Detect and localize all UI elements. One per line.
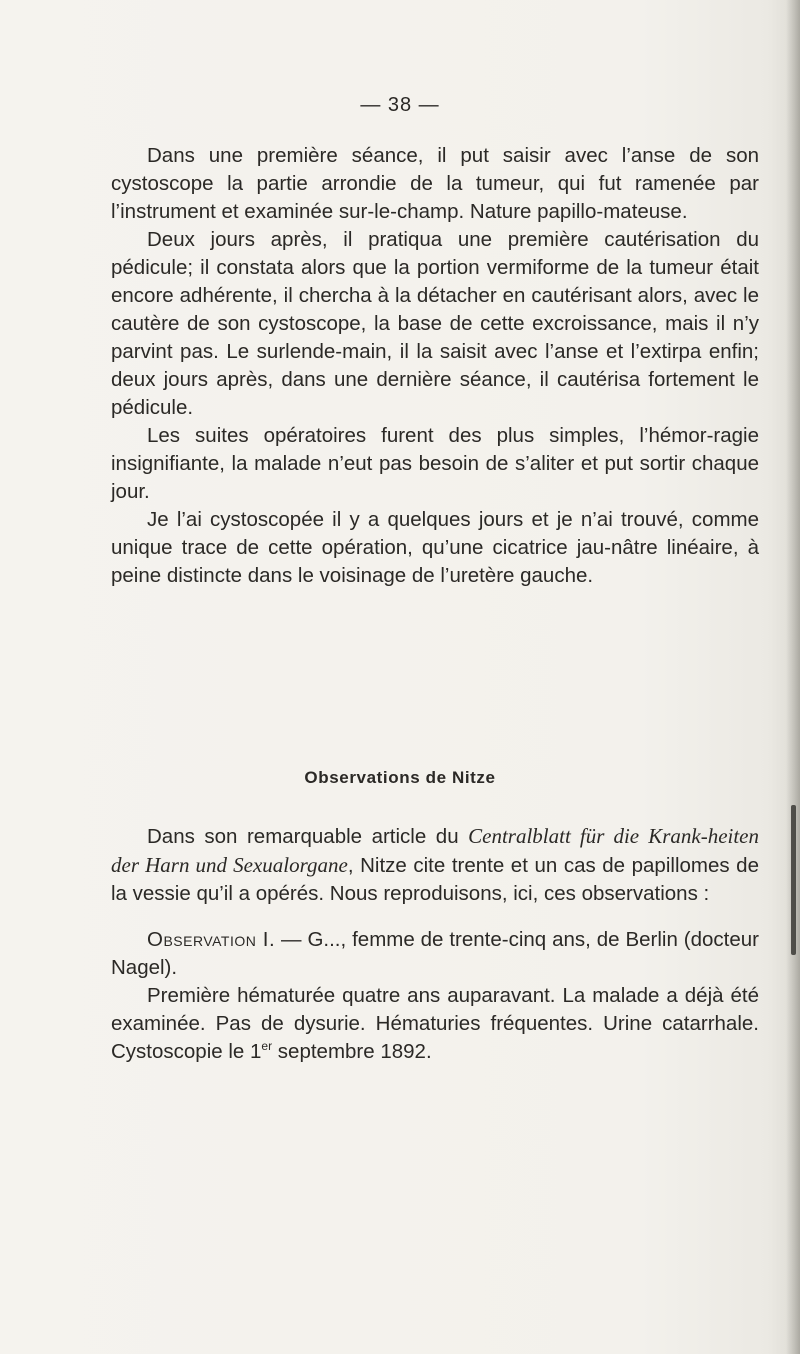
nitze-text-before: Dans son remarquable article du (147, 825, 469, 848)
paragraph-cauterisation: Deux jours après, il pratiqua une première cautérisation du pédicule; il constata alors que la portion vermiforme de la tumeur était encore adhérente, il chercha à la détacher en cautérisant alors, avec le cautère de son cystoscope, la base de cette excroissance, mais il n’y parvint pas. Le surlende-main, il la saisit avec l’anse et l’extirpa enfin; deux jours après, dans une dernière séance, il cautérisa fortement le pédicule. (111, 228, 759, 419)
journal-title: Centralblatt für die Krank-heiten der Harn und Sexualorgane (111, 824, 760, 877)
paragraph-nitze-article (111, 822, 759, 908)
section-heading: Observations de Nitze (304, 768, 496, 787)
nitze-text-after: , Nitze cite trente et un cas de papillomes de la vessie qu’il a opérés. Nous reproduisons, ici, ces observations : (111, 854, 759, 905)
text-block-bottom (111, 822, 759, 1066)
page-number: — 38 — (360, 94, 440, 116)
observation-date: septembre 1892. (272, 1040, 432, 1063)
text-block-top (111, 142, 759, 590)
observation-label: Observation I. (147, 928, 276, 951)
binding-mark (791, 805, 796, 955)
paragraph-cystoscopy-result: Je l’ai cystoscopée il y a quelques jours et je n’ai trouvé, comme unique trace de cette opération, qu’une cicatrice jau-nâtre linéaire, à peine distincte dans le voisinage de l’uretère gauche. (111, 508, 759, 587)
observation-intro-text: — G..., femme de trente-cinq ans, de Berlin (docteur Nagel). (111, 928, 759, 979)
paragraph-observation-intro (111, 926, 759, 982)
ordinal-suffix: er (261, 1039, 273, 1054)
observation-body: Première hématurée quatre ans auparavant. La malade a déjà été examinée. Pas de dysurie. Hématuries fréquentes. Urine catarrhale. Cystoscopie le 1 (111, 984, 759, 1063)
paragraph-first-session: Dans une première séance, il put saisir avec l’anse de son cystoscope la partie arrondie de la tumeur, qui fut ramenée par l’instrument et examinée sur-le-champ. Nature papillo-mateuse. (111, 144, 759, 223)
paragraph-postoperative: Les suites opératoires furent des plus simples, l’hémor-ragie insignifiante, la malade n’eut pas besoin de s’aliter et put sortir chaque jour. (111, 424, 759, 503)
page-edge-shadow (786, 0, 800, 1354)
paragraph-observation-body (111, 982, 759, 1066)
